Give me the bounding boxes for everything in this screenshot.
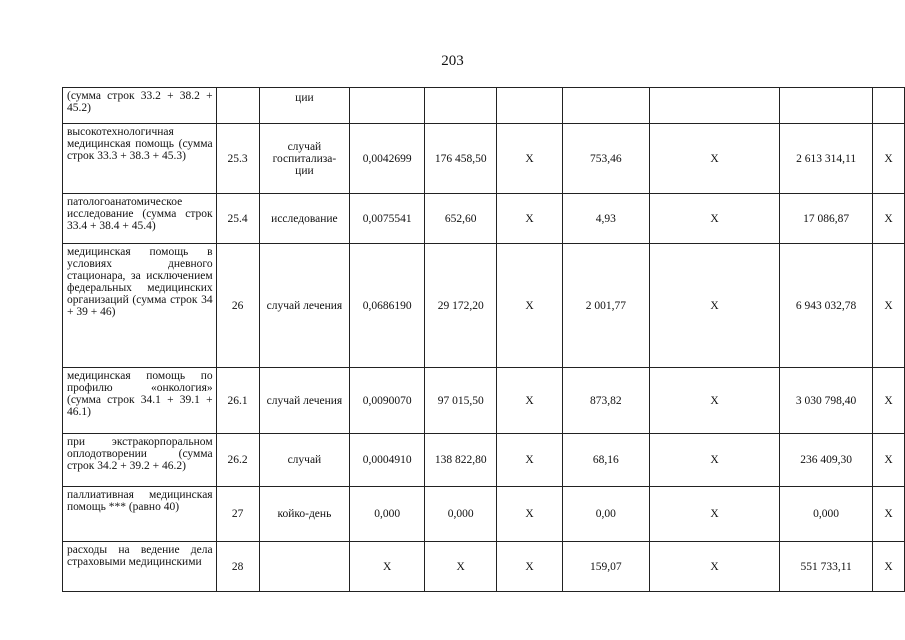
row-col8: X: [650, 124, 780, 194]
page-number: 203: [441, 53, 464, 69]
row-unit: случай лечения: [259, 244, 350, 368]
row-col7: 0,00: [562, 487, 649, 542]
row-name: расходы на ведение дела страховыми медицинскими: [63, 542, 217, 592]
row-col8: X: [650, 194, 780, 244]
row-name: при экстракорпоральном оплодотворении (сумма строк 34.2 + 39.2 + 46.2): [63, 434, 217, 487]
row-col8: X: [650, 542, 780, 592]
row-col8: X: [650, 368, 780, 434]
row-col9: 2 613 314,11: [780, 124, 873, 194]
row-name: медицинская помощь по профилю «онкология» (сумма строк 34.1 + 39.1 + 46.1): [63, 368, 217, 434]
row-col10: X: [873, 542, 905, 592]
row-col8: X: [650, 487, 780, 542]
row-col9: 6 943 032,78: [780, 244, 873, 368]
row-col8: [650, 88, 780, 124]
row-cost: 138 822,80: [424, 434, 496, 487]
row-col9: 551 733,11: [780, 542, 873, 592]
row-col6: X: [497, 542, 562, 592]
row-norm: 0,0075541: [350, 194, 425, 244]
row-unit: случай лечения: [259, 368, 350, 434]
row-col7: 2 001,77: [562, 244, 649, 368]
row-col9: 0,000: [780, 487, 873, 542]
row-unit: койко-день: [259, 487, 350, 542]
row-cost: 176 458,50: [424, 124, 496, 194]
row-cost: [424, 88, 496, 124]
norms-table: [62, 87, 905, 592]
row-code: 28: [216, 542, 259, 592]
row-unit: случай: [259, 434, 350, 487]
table-row: [63, 244, 905, 368]
row-col7: 753,46: [562, 124, 649, 194]
row-col10: [873, 88, 905, 124]
row-cost: 0,000: [424, 487, 496, 542]
row-norm: 0,0090070: [350, 368, 425, 434]
row-col7: 873,82: [562, 368, 649, 434]
row-name: медицинская помощь в условиях дневного стационара, за исключением федеральных медицинских организаций (сумма строк 34 + 39 + 46): [63, 244, 217, 368]
row-col10: X: [873, 194, 905, 244]
table-row: [63, 194, 905, 244]
table-row: [63, 487, 905, 542]
row-norm: [350, 88, 425, 124]
row-unit: [259, 542, 350, 592]
row-col8: X: [650, 434, 780, 487]
row-code: 25.4: [216, 194, 259, 244]
row-code: 26: [216, 244, 259, 368]
row-cost: 29 172,20: [424, 244, 496, 368]
row-col10: X: [873, 244, 905, 368]
row-unit: ции: [259, 88, 350, 124]
row-col9: 236 409,30: [780, 434, 873, 487]
row-norm: X: [350, 542, 425, 592]
row-col7: [562, 88, 649, 124]
table-row: [63, 434, 905, 487]
row-col8: X: [650, 244, 780, 368]
row-col7: 159,07: [562, 542, 649, 592]
row-code: 25.3: [216, 124, 259, 194]
row-code: 26.2: [216, 434, 259, 487]
row-code: [216, 88, 259, 124]
row-col10: X: [873, 124, 905, 194]
row-col6: X: [497, 368, 562, 434]
row-name: паллиативная медицинская помощь *** (равно 40): [63, 487, 217, 542]
row-col6: X: [497, 434, 562, 487]
row-norm: 0,0004910: [350, 434, 425, 487]
row-name: патологоанатомическое исследование (сумма строк 33.4 + 38.4 + 45.4): [63, 194, 217, 244]
row-col10: X: [873, 434, 905, 487]
row-col10: X: [873, 487, 905, 542]
row-col6: X: [497, 194, 562, 244]
row-col6: X: [497, 487, 562, 542]
row-code: 26.1: [216, 368, 259, 434]
row-col6: [497, 88, 562, 124]
row-col6: X: [497, 244, 562, 368]
row-col9: [780, 88, 873, 124]
row-cost: 652,60: [424, 194, 496, 244]
row-cost: 97 015,50: [424, 368, 496, 434]
row-name: высокотехнологичная медицинская помощь (сумма строк 33.3 + 38.3 + 45.3): [63, 124, 217, 194]
row-col7: 4,93: [562, 194, 649, 244]
row-col7: 68,16: [562, 434, 649, 487]
row-norm: 0,0042699: [350, 124, 425, 194]
row-name: (сумма строк 33.2 + 38.2 + 45.2): [63, 88, 217, 124]
row-col10: X: [873, 368, 905, 434]
row-col9: 3 030 798,40: [780, 368, 873, 434]
table-row: [63, 368, 905, 434]
row-cost: X: [424, 542, 496, 592]
row-norm: 0,000: [350, 487, 425, 542]
table-row: [63, 88, 905, 124]
table-row: [63, 542, 905, 592]
row-col6: X: [497, 124, 562, 194]
table-row: [63, 124, 905, 194]
row-col9: 17 086,87: [780, 194, 873, 244]
row-code: 27: [216, 487, 259, 542]
row-unit: случай госпитализа-ции: [259, 124, 350, 194]
row-norm: 0,0686190: [350, 244, 425, 368]
row-unit: исследование: [259, 194, 350, 244]
